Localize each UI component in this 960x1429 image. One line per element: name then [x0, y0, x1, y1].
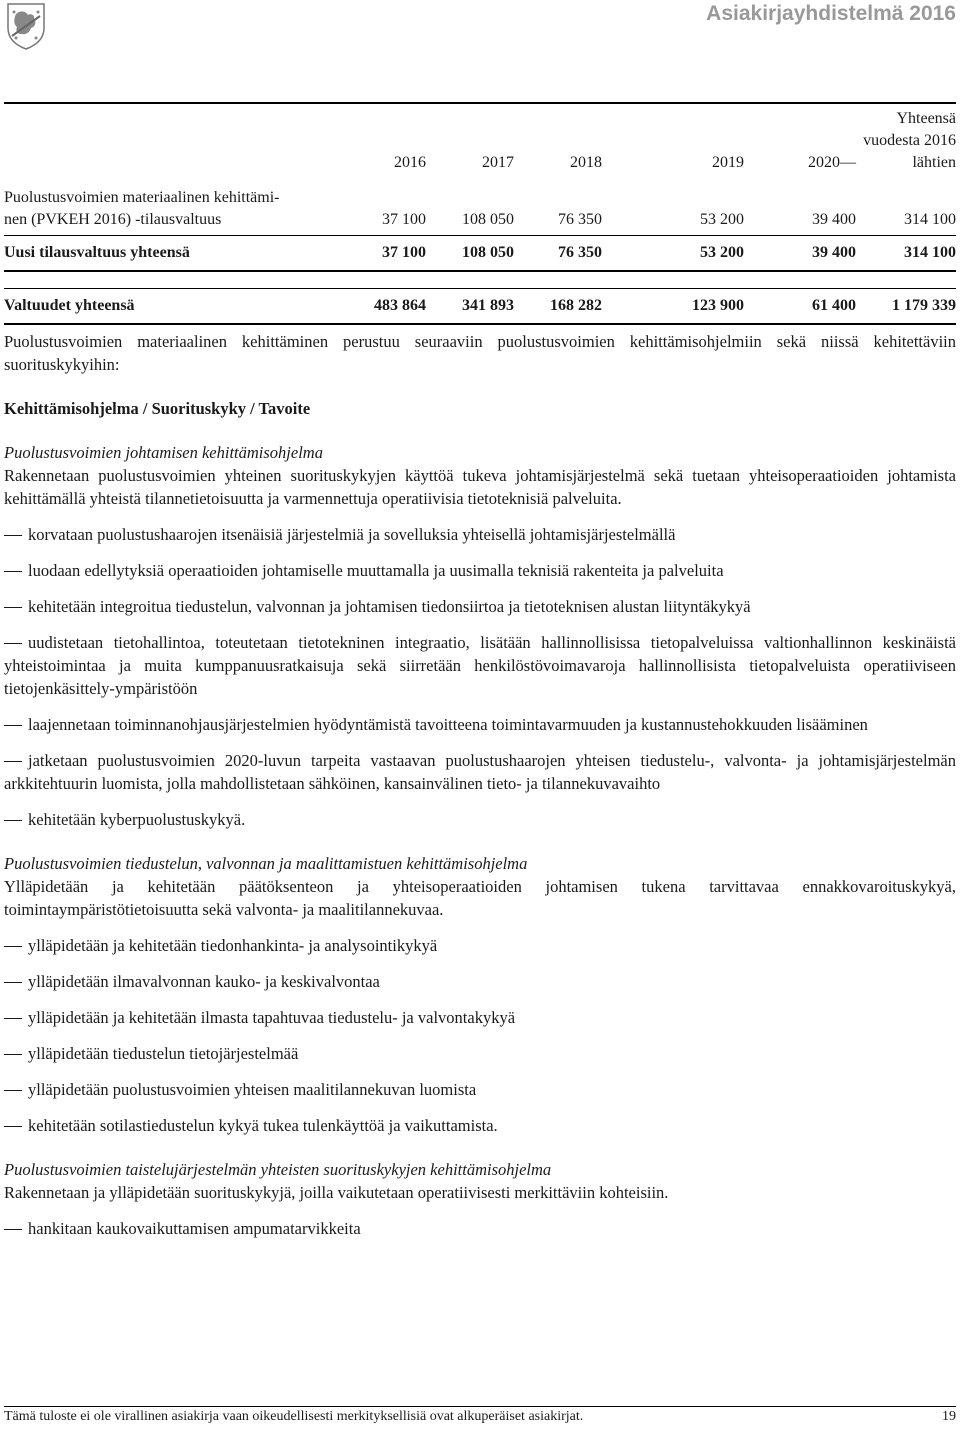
col-header-2018: 2018	[570, 154, 602, 171]
intro-paragraph: Puolustusvoimien materiaalinen kehittäminen perustuu seuraaviin puolustusvoimien kehittämisohjelmiin sekä niissä kehitettäviin suorituskykyihin:	[4, 332, 956, 374]
list-item: laajennetaan toiminnanohjausjärjestelmien hyödyntämistä tavoitteena toimintavarmuuden ja kustannustehokkuuden lisääminen	[4, 713, 956, 736]
cell-value: 76 350	[558, 211, 602, 228]
list-item: korvataan puolustushaarojen itsenäisiä järjestelmiä ja sovelluksia yhteisellä johtamisjärjestelmällä	[4, 523, 956, 546]
authorization-table	[4, 104, 956, 325]
cell-value: 108 050	[426, 236, 514, 272]
cell-value: 108 050	[462, 211, 514, 228]
document-body	[4, 330, 956, 1240]
col-header-2019: 2019	[712, 154, 744, 171]
list-item: jatketaan puolustusvoimien 2020-luvun tarpeita vastaavan puolustushaarojen yhteisen tiedustelu-, valvonta- ja johtamisjärjestelmän arkkitehtuurin luomista, jolla mahdollistetaan sähköinen, kansainvälinen tieto- ja tilannekuvavaihto	[4, 751, 956, 793]
page-number: 19	[942, 1409, 956, 1424]
cell-value: 123 900	[602, 289, 744, 325]
program-title: Puolustusvoimien johtamisen kehittämisohjelma	[4, 443, 323, 462]
cell-value: 1 179 339	[856, 289, 956, 325]
document-collection-title: Asiakirjayhdistelmä 2016	[706, 2, 956, 25]
cell-value: 341 893	[426, 289, 514, 325]
cell-value: 61 400	[744, 289, 856, 325]
list-item: kehitetään kyberpuolustuskykyä.	[4, 808, 956, 831]
cell-value: 53 200	[700, 211, 744, 228]
col-header-total-line1: Yhteensä	[896, 110, 956, 127]
section-heading: Kehittämisohjelma / Suorituskyky / Tavoite	[4, 399, 311, 418]
list-item: luodaan edellytyksiä operaatioiden johtamiselle muuttamalla ja uusimalla teknisiä rakenteita ja palveluita	[4, 559, 956, 582]
col-header-total	[856, 104, 956, 177]
row-label-line2: nen (PVKEH 2016) -tilausvaltuus	[4, 211, 222, 228]
list-item: ylläpidetään tiedustelun tietojärjestelmää	[4, 1042, 956, 1065]
list-item: hankitaan kaukovaikuttamisen ampumatarvikkeita	[4, 1217, 956, 1240]
cell-value: 483 864	[334, 289, 426, 325]
cell-value: 39 400	[812, 211, 856, 228]
table-row	[4, 177, 956, 236]
cell-value: 37 100	[334, 236, 426, 272]
col-header-total-line3: lähtien	[912, 154, 956, 171]
table-row	[4, 236, 956, 272]
row-label: Uusi tilausvaltuus yhteensä	[4, 236, 334, 272]
list-item: kehitetään integroitua tiedustelun, valvonnan ja johtamisen tiedonsiirtoa ja tietoteknisen alustan liityntäkykyä	[4, 595, 956, 618]
cell-value: 314 100	[856, 236, 956, 272]
cell-value: 37 100	[382, 211, 426, 228]
row-label: Valtuudet yhteensä	[4, 289, 334, 325]
list-item: ylläpidetään ja kehitetään tiedonhankinta- ja analysointikykyä	[4, 934, 956, 957]
list-item: ylläpidetään puolustusvoimien yhteisen maalitilannekuvan luomista	[4, 1078, 956, 1101]
program-title: Puolustusvoimien taistelujärjestelmän yhteisten suorituskykyjen kehittämisohjelma	[4, 1160, 552, 1179]
list-item: ylläpidetään ja kehitetään ilmasta tapahtuvaa tiedustelu- ja valvontakykyä	[4, 1006, 956, 1029]
cell-value: 168 282	[514, 289, 602, 325]
col-header-2017: 2017	[482, 154, 514, 171]
program-description: Ylläpidetään ja kehitetään päätöksenteon ja yhteisoperaatioiden johtamisen tukena tarvittavaa ennakkovaroituskykyä, toimintaympäristötietoisuutta sekä valvonta- ja maalitilannekuvaa.	[4, 877, 956, 919]
footer-rule	[4, 1406, 956, 1407]
list-item: kehitetään sotilastiedustelun kykyä tukea tulenkäyttöä ja vaikuttamista.	[4, 1114, 956, 1137]
program-title: Puolustusvoimien tiedustelun, valvonnan ja maalittamistuen kehittämisohjelma	[4, 854, 528, 873]
row-label	[4, 177, 334, 236]
col-header-2016: 2016	[394, 154, 426, 171]
col-header-2020: 2020—	[808, 154, 856, 171]
footer-disclaimer: Tämä tuloste ei ole virallinen asiakirja vaan oikeudellisesti merkityksellisiä ovat alkuperäiset asiakirjat.	[4, 1409, 584, 1424]
coat-of-arms-logo	[4, 2, 48, 50]
cell-value: 53 200	[602, 236, 744, 272]
program-description: Rakennetaan puolustusvoimien yhteinen suorituskykyjen käyttöä tukeva johtamisjärjestelmä sekä tuetaan yhteisoperaatioiden johtamista kehittämällä yhteistä tilannetietoisuutta ja varmennettuja operatiivisia tietoteknisiä palveluita.	[4, 466, 956, 508]
cell-value: 39 400	[744, 236, 856, 272]
cell-value: 314 100	[904, 211, 956, 228]
table-row	[4, 289, 956, 325]
list-item: ylläpidetään ilmavalvonnan kauko- ja keskivalvontaa	[4, 970, 956, 993]
list-item: uudistetaan tietohallintoa, toteutetaan tietotekninen integraatio, lisätään hallinnollisissa tietopalveluissa valtionhallinnon keskinäistä yhteistoimintaa ja muita kumppanuusratkaisuja sekä siirretään henkilöstövoimavaroja hallinnollisista tietopalveluista operatiiviseen tietojenkäsittely-ympäristöön	[4, 633, 956, 698]
cell-value: 76 350	[514, 236, 602, 272]
table-header-row	[4, 104, 956, 177]
program-description: Rakennetaan ja ylläpidetään suorituskykyjä, joilla vaikutetaan operatiivisesti merkittäviin kohteisiin.	[4, 1183, 669, 1202]
col-header-total-line2: vuodesta 2016	[863, 132, 956, 149]
row-label-line1: Puolustusvoimien materiaalinen kehittämi-	[4, 189, 280, 206]
